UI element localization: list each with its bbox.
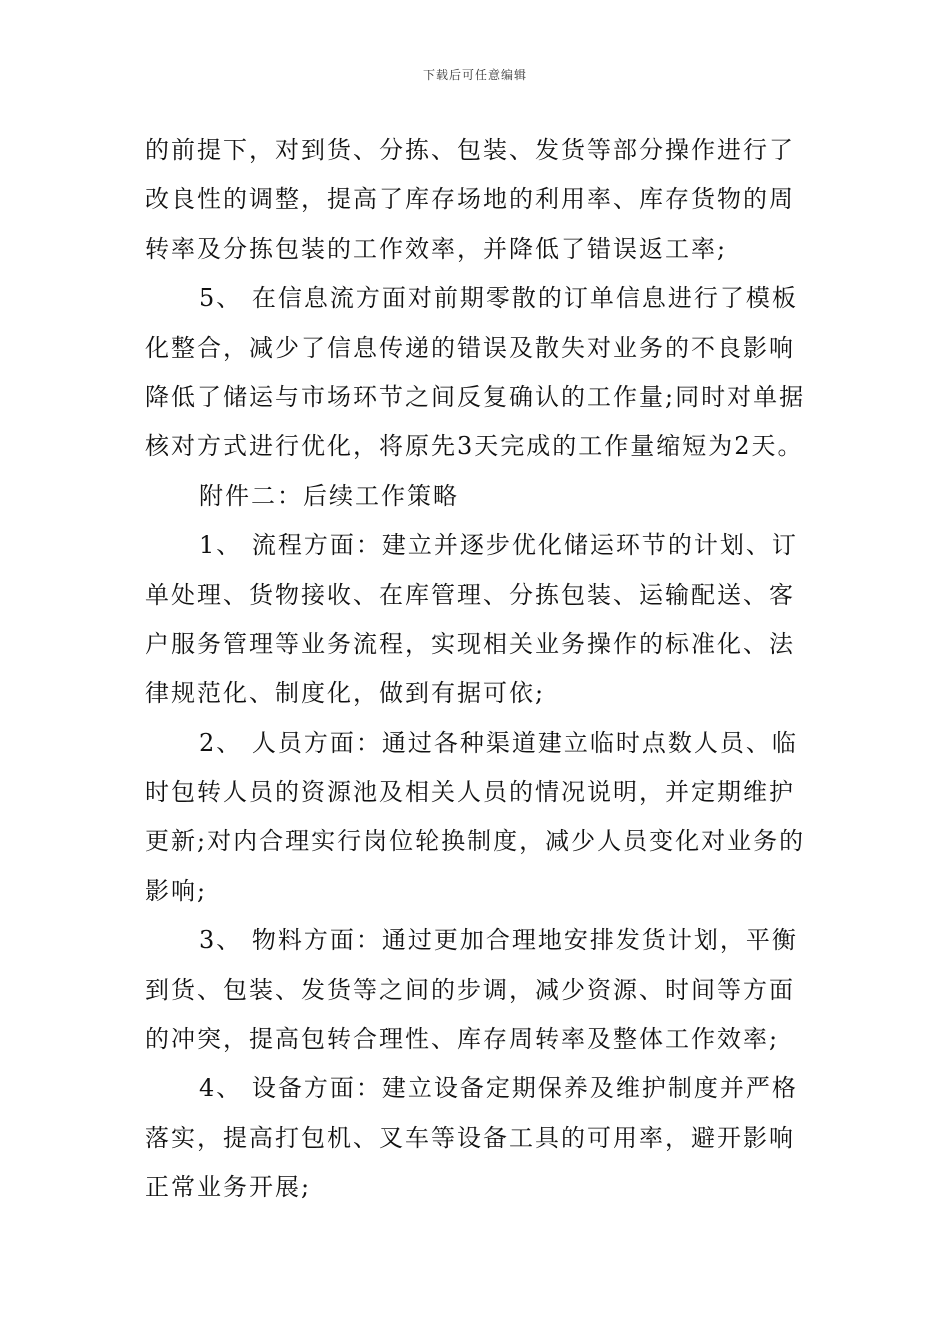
text-line: 正常业务开展; xyxy=(145,1173,312,1202)
text-line: 时包转人员的资源池及相关人员的情况说明，并定期维护 xyxy=(145,778,795,807)
document-body xyxy=(145,126,815,1213)
text-line: 核对方式进行优化，将原先3天完成的工作量缩短为2天。 xyxy=(145,432,804,461)
text-line: 律规范化、制度化，做到有据可依; xyxy=(145,679,546,708)
text-line: 转率及分拣包装的工作效率，并降低了错误返工率; xyxy=(145,234,728,263)
text-line: 降低了储运与市场环节之间反复确认的工作量;同时对单据 xyxy=(145,382,806,411)
text-line: 单处理、货物接收、在库管理、分拣包装、运输配送、客 xyxy=(145,580,795,609)
text-line: 改良性的调整，提高了库存场地的利用率、库存货物的周 xyxy=(145,185,795,214)
text-line: 影响; xyxy=(145,876,208,905)
text-line: 4、 设备方面：建立设备定期保养及维护制度并严格 xyxy=(199,1074,798,1103)
text-line: 2、 人员方面：通过各种渠道建立临时点数人员、临 xyxy=(199,728,798,757)
text-line: 5、 在信息流方面对前期零散的订单信息进行了模板 xyxy=(199,284,798,313)
text-line: 的冲突，提高包转合理性、库存周转率及整体工作效率; xyxy=(145,1025,780,1054)
text-line: 的前提下，对到货、分拣、包装、发货等部分操作进行了 xyxy=(145,136,795,164)
page-header: 下载后可任意编辑 xyxy=(422,68,527,82)
text-line: 化整合，减少了信息传递的错误及散失对业务的不良影响 xyxy=(145,333,795,362)
text-line: 3、 物料方面：通过更加合理地安排发货计划，平衡 xyxy=(199,926,798,955)
text-line: 户服务管理等业务流程，实现相关业务操作的标准化、法 xyxy=(145,629,795,658)
text-line: 更新;对内合理实行岗位轮换制度，减少人员变化对业务的 xyxy=(145,827,806,856)
text-line: 附件二：后续工作策略 xyxy=(199,481,459,510)
text-line: 落实，提高打包机、叉车等设备工具的可用率，避开影响 xyxy=(145,1123,795,1152)
text-line: 到货、包装、发货等之间的步调，减少资源、时间等方面 xyxy=(145,975,795,1004)
text-line: 1、 流程方面：建立并逐步优化储运环节的计划、订 xyxy=(199,531,798,560)
